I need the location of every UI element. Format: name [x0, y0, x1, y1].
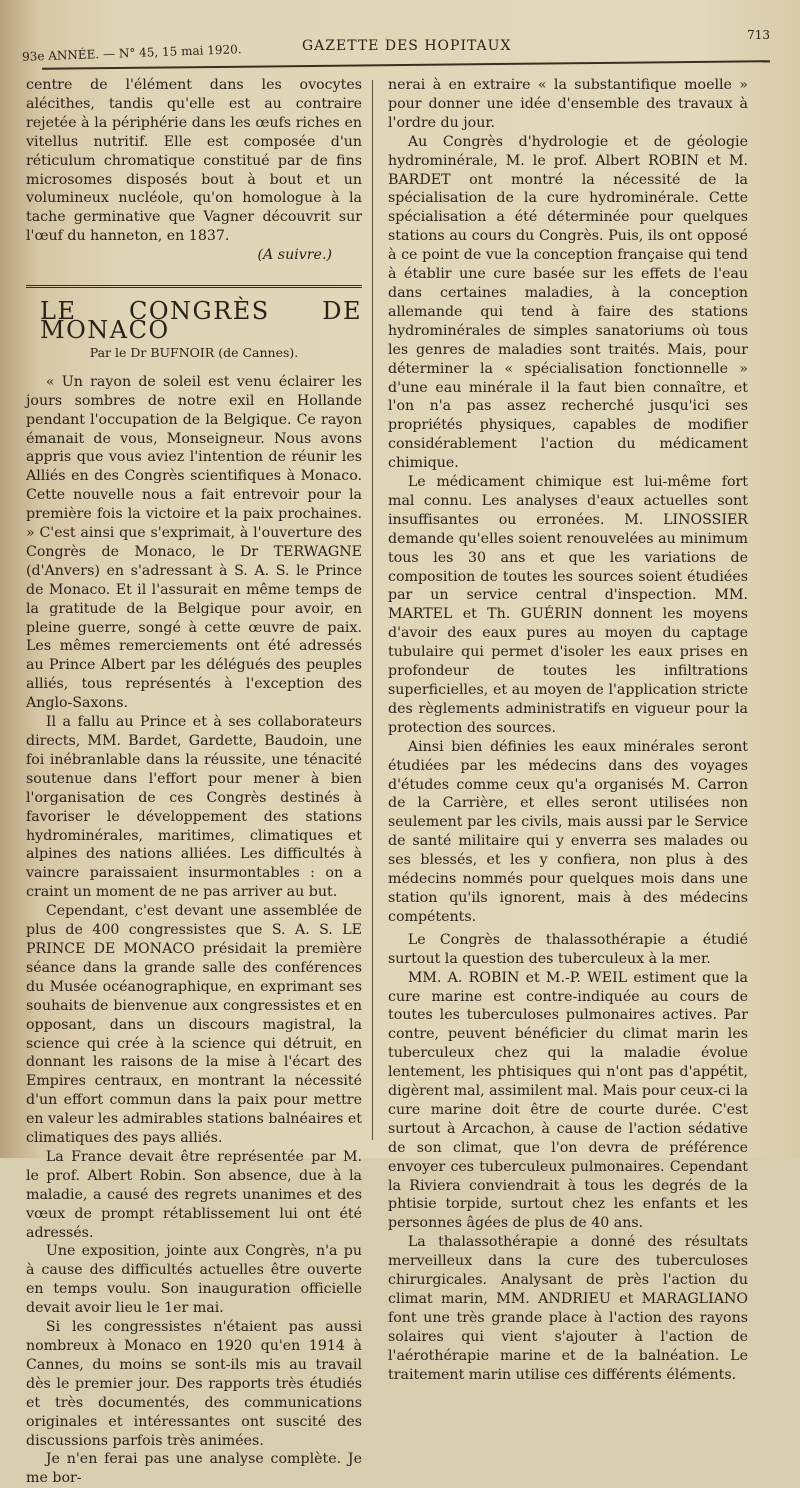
- paragraph: Si les congressistes n'étaient pas aussi nombreux à Monaco en 1920 qu'en 1914 à Cannes, du moins se sont-ils mis au travail dès le premier jour. Des rapports très étudiés et très documentés, des communications originales et intéressantes ont suscité des discussions parfois très animées.: [26, 1319, 362, 1449]
- article-title: LE CONGRÈS DE MONACO: [40, 297, 362, 344]
- column-divider: [372, 80, 373, 1140]
- paragraph: Je n'en ferai pas une analyse complète. Je me bor-: [26, 1451, 362, 1487]
- issue-info: 93e ANNÉE. — N° 45, 15 mai 1920.: [21, 42, 242, 64]
- paragraph: La thalassothérapie a donné des résultats merveilleux dans la cure des tuberculoses chirurgicales. Analysant de près l'action du climat marin, MM. ANDRIEU et MARAGLIANO font une très grande place à l'action des rayons solaires qui vient s'ajouter à l'action de l'aérothérapie marine et de la balnéation. Le traitement marin utilise ces différents éléments.: [388, 1234, 748, 1383]
- page-number: 713: [747, 28, 770, 42]
- to-be-continued: (A suivre.): [257, 247, 332, 264]
- right-column: [388, 76, 748, 1385]
- article-separator: [26, 285, 362, 288]
- paragraph: Au Congrès d'hydrologie et de géologie hydrominérale, M. le prof. Albert ROBIN et M. BARDET ont montré la nécessité de la spécialisation de la cure hydrominérale. Cette spécialisation a été déterminée pour quelques stations au cours du Congrès. Puis, ils ont opposé à ce point de vue la conception française qui tend à établir une cure basée sur les effets de l'eau dans certaines maladies, à la conception allemande qui tend à faire des stations hydrominérales de simples sanatoriums où tous les genres de maladies sont traités. Mais, pour déterminer la « spécialisation fonctionnelle » d'une eau minérale il la faut bien connaître, et l'on n'a pas assez recherché jusqu'ici ses propriétés physiques, capables de modifier considérablement l'action du médicament chimique.: [388, 133, 748, 472]
- article-byline: Par le Dr BUFNOIR (de Cannes).: [89, 344, 299, 360]
- paragraph: Le Congrès de thalassothérapie a étudié surtout la question des tuberculeux à la mer.: [388, 931, 748, 967]
- paragraph: Le médicament chimique est lui-même fort mal connu. Les analyses d'eaux actuelles sont insuffisantes ou erronées. M. LINOSSIER demande qu'elles soient renouvelées au minimum tous les 30 ans et que les variations de composition de toutes les sources soient étudiées par un service central d'inspection. MM. MARTEL et Th. GUÉRIN donnent les moyens d'avoir des eaux pures au moyen du captage tubulaire qui permet d'isoler les eaux prises en profondeur de toutes les infiltrations superficielles, et au moyen de l'application stricte des règlements administratifs en vigueur pour la protection des sources.: [388, 474, 748, 736]
- paragraph: Une exposition, jointe aux Congrès, n'a pu à cause des difficultés actuelles être ouverte en temps voulu. Son inauguration officielle devait avoir lieu le 1er mai.: [26, 1243, 362, 1317]
- paragraph: « Un rayon de soleil est venu éclairer les jours sombres de notre exil en Hollande pendant l'occupation de la Belgique. Ce rayon émanait de vous, Monseigneur. Nous avons appris que vous aviez l'intention de réunir les Alliés en des Congrès scientifiques à Monaco. Cette nouvelle nous a fait entrevoir pour la première fois la victoire et la paix prochaines. » C'est ainsi que s'exprimait, à l'ouverture des Congrès de Monaco, le Dr TERWAGNE (d'Anvers) en s'adressant à S. A. S. le Prince de Monaco. Et il l'assurait en même temps de la gratitude de la Belgique pour avoir, en pleine guerre, songé à cette œuvre de paix. Les mêmes remerciements ont été adressés au Prince Albert par les délégués des peuples alliés, tous représentés à l'exception des Anglo-Saxons.: [26, 373, 362, 712]
- previous-article-ending: centre de l'élément dans les ovocytes alécithes, tandis qu'elle est au contraire rejetée à la périphérie dans les œufs riches en vitellus nutritif. Elle est composée d'un réticulum chromatique constitué par de fins microsomes disposés bout à bout et un volumineux nucléole, qu'on homologue à la tache germinative que Vagner découvrit sur l'œuf du hanneton, en 1837.: [26, 77, 362, 245]
- paragraph: MM. A. ROBIN et M.-P. WEIL estiment que la cure marine est contre-indiquée au cours de toutes les tuberculoses pulmonaires actives. Par contre, peuvent bénéficier du climat marin les tuberculeux chez qui la maladie évolue lentement, les phtisiques qui n'ont pas d'appétit, digèrent mal, assimilent mal. Mais pour ceux-ci la cure marine doit être de courte durée. C'est surtout à Arcachon, à cause de l'action sédative de son climat, que l'on devra de préférence envoyer ces tuberculeux pulmonaires. Cependant la Riviera conviendrait à tous les degrés de la phtisie torpide, surtout chez les enfants et les personnes âgées de plus de 40 ans.: [388, 969, 748, 1232]
- left-column: [26, 76, 362, 1488]
- paragraph: Ainsi bien définies les eaux minérales seront étudiées par les médecins dans des voyages d'études comme ceux qu'a organisés M. Carron de la Carrière, et elles seront utilisées non seulement par les civils, mais aussi par le Service de santé militaire qui y enverra ses malades ou ses blessés, et les y confiera, non plus à des médecins nommés pour quelques mois dans une station qu'ils ignorent, mais à des médecins compétents.: [388, 738, 748, 925]
- journal-title: GAZETTE DES HOPITAUX: [302, 38, 512, 54]
- paragraph: Cependant, c'est devant une assemblée de plus de 400 congressistes que S. A. S. LE PRINCE DE MONACO présidait la première séance dans la grande salle des conférences du Musée océanographique, en exprimant ses souhaits de bienvenue aux congressistes et en opposant, dans un discours magistral, la science qui crée à la science qui détruit, en donnant les raisons de la mise à l'écart des Empires centraux, en montrant la nécessité d'un effort commun dans la paix pour mettre en valeur les admirables stations balnéaires et climatiques des pays alliés.: [26, 903, 363, 1147]
- paragraph: La France devait être représentée par M. le prof. Albert Robin. Son absence, due à la maladie, a causé des regrets unanimes et des vœux de prompt rétablissement lui ont été adressés.: [26, 1148, 362, 1241]
- paragraph: Il a fallu au Prince et à ses collaborateurs directs, MM. Bardet, Gardette, Baudoin, une foi inébranlable dans la réussite, une ténacité soutenue dans l'effort pour mener à bien l'organisation de ces Congrès destinés à favoriser le développement des stations hydrominérales, maritimes, climatiques et alpines des nations alliées. Les difficultés à vaincre paraissaient insurmontables : on a craint un moment de ne pas arriver au but.: [26, 714, 362, 901]
- page-header: [22, 28, 770, 64]
- paragraph: nerai à en extraire « la substantifique moelle » pour donner une idée d'ensemble des travaux à l'ordre du jour.: [388, 77, 748, 131]
- header-rule: [42, 60, 770, 70]
